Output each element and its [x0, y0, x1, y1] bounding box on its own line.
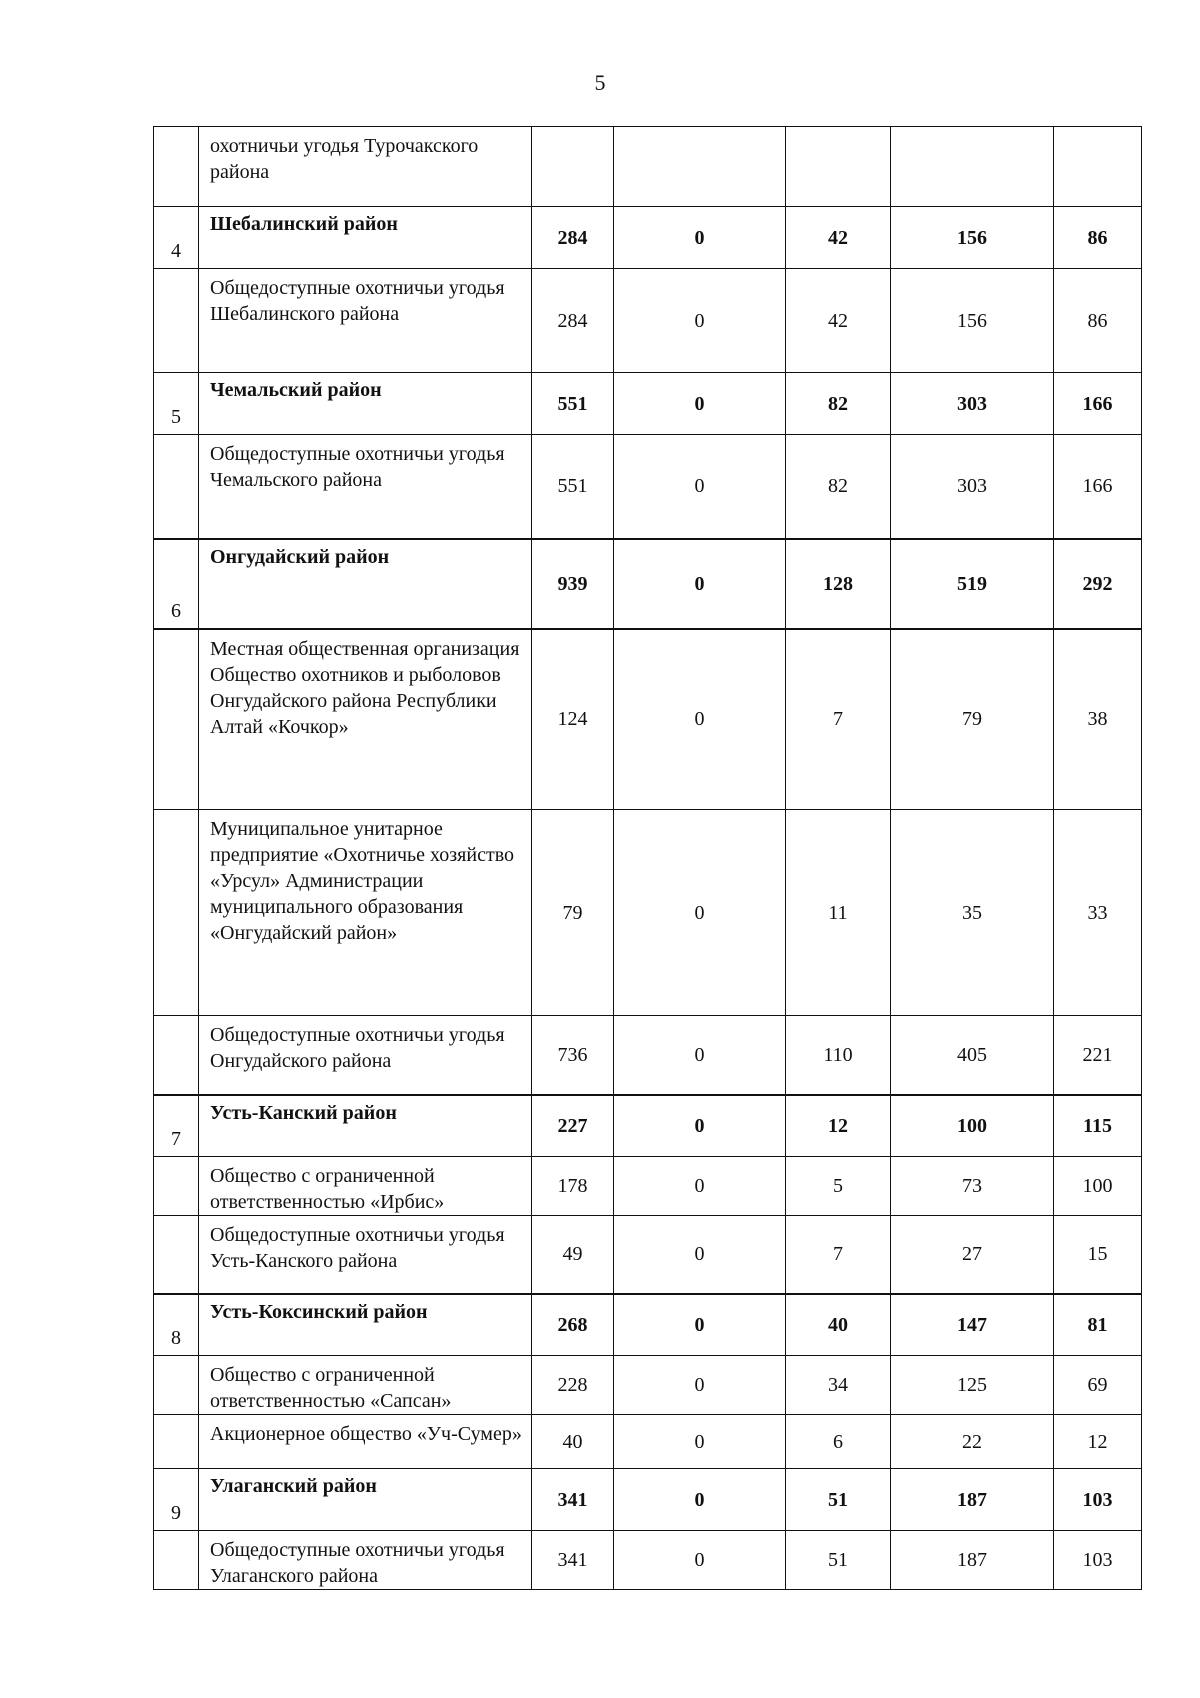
row-number	[154, 1157, 199, 1216]
hunting-grounds-table	[153, 126, 1142, 1590]
value-cell-col5: 103	[1054, 1531, 1142, 1590]
district-row	[154, 539, 1142, 629]
value-cell-col2: 0	[614, 1415, 786, 1469]
value-cell-col4: 156	[891, 207, 1054, 269]
district-name: Онгудайский район	[199, 539, 532, 629]
value-cell-col1: 178	[532, 1157, 614, 1216]
table-row	[154, 629, 1142, 810]
value-cell-col1: 79	[532, 810, 614, 1016]
table-row	[154, 1216, 1142, 1294]
value-cell-col4: 73	[891, 1157, 1054, 1216]
value-cell-col4: 100	[891, 1095, 1054, 1157]
value-cell-col5: 38	[1054, 629, 1142, 810]
value-cell-col3: 11	[786, 810, 891, 1016]
district-name: Усть-Канский район	[199, 1095, 532, 1157]
value-cell-col2: 0	[614, 207, 786, 269]
row-number	[154, 629, 199, 810]
district-row	[154, 207, 1142, 269]
table-row	[154, 127, 1142, 207]
value-cell-col5: 69	[1054, 1356, 1142, 1415]
district-name: Чемальский район	[199, 373, 532, 435]
value-cell-col1: 551	[532, 373, 614, 435]
organization-name: Местная общественная организация Общество охотников и рыболовов Онгудайского района Республики Алтай «Кочкор»	[199, 629, 532, 810]
page-number: 5	[594, 70, 606, 95]
row-number	[154, 1216, 199, 1294]
value-cell-col4: 147	[891, 1294, 1054, 1356]
organization-name: Общедоступные охотничьи угодья Онгудайского района	[199, 1016, 532, 1095]
value-cell-col3: 51	[786, 1469, 891, 1531]
row-number	[154, 435, 199, 539]
value-cell-col2: 0	[614, 629, 786, 810]
row-number: 9	[154, 1469, 199, 1531]
value-cell-col5: 81	[1054, 1294, 1142, 1356]
row-number	[154, 127, 199, 207]
value-cell-col1: 40	[532, 1415, 614, 1469]
organization-name: Общество с ограниченной ответственностью «Сапсан»	[199, 1356, 532, 1415]
value-cell-col2: 0	[614, 373, 786, 435]
organization-name: Муниципальное унитарное предприятие «Охотничье хозяйство «Урсул» Администрации муниципального образования «Онгудайский район»	[199, 810, 532, 1016]
value-cell-col4: 187	[891, 1531, 1054, 1590]
organization-name: Общедоступные охотничьи угодья Шебалинского района	[199, 269, 532, 373]
value-cell-col4: 156	[891, 269, 1054, 373]
district-name: Усть-Коксинский район	[199, 1294, 532, 1356]
value-cell-col1: 939	[532, 539, 614, 629]
organization-name: охотничьи угодья Турочакского района	[199, 127, 532, 207]
value-cell-col3: 12	[786, 1095, 891, 1157]
district-row	[154, 1469, 1142, 1531]
value-cell-col5: 221	[1054, 1016, 1142, 1095]
value-cell-col1: 227	[532, 1095, 614, 1157]
value-cell-col2	[614, 127, 786, 207]
value-cell-col1: 284	[532, 269, 614, 373]
value-cell-col4: 187	[891, 1469, 1054, 1531]
value-cell-col2: 0	[614, 1469, 786, 1531]
value-cell-col1: 124	[532, 629, 614, 810]
value-cell-col3: 51	[786, 1531, 891, 1590]
table-row	[154, 1415, 1142, 1469]
value-cell-col3: 6	[786, 1415, 891, 1469]
organization-name: Общедоступные охотничьи угодья Улаганского района	[199, 1531, 532, 1590]
row-number	[154, 1531, 199, 1590]
value-cell-col2: 0	[614, 1216, 786, 1294]
value-cell-col2: 0	[614, 1157, 786, 1216]
value-cell-col4: 519	[891, 539, 1054, 629]
value-cell-col1: 49	[532, 1216, 614, 1294]
value-cell-col2: 0	[614, 1095, 786, 1157]
row-number: 7	[154, 1095, 199, 1157]
row-number: 4	[154, 207, 199, 269]
value-cell-col4: 22	[891, 1415, 1054, 1469]
value-cell-col3: 40	[786, 1294, 891, 1356]
row-number	[154, 1415, 199, 1469]
value-cell-col3: 7	[786, 1216, 891, 1294]
row-number: 6	[154, 539, 199, 629]
district-row	[154, 1294, 1142, 1356]
organization-name: Акционерное общество «Уч-Сумер»	[199, 1415, 532, 1469]
table-row	[154, 435, 1142, 539]
value-cell-col2: 0	[614, 269, 786, 373]
value-cell-col2: 0	[614, 1294, 786, 1356]
row-number	[154, 269, 199, 373]
value-cell-col5: 103	[1054, 1469, 1142, 1531]
value-cell-col1: 228	[532, 1356, 614, 1415]
value-cell-col1	[532, 127, 614, 207]
table-row	[154, 810, 1142, 1016]
value-cell-col1: 551	[532, 435, 614, 539]
value-cell-col4: 27	[891, 1216, 1054, 1294]
district-row	[154, 1095, 1142, 1157]
value-cell-col3: 82	[786, 435, 891, 539]
value-cell-col2: 0	[614, 1016, 786, 1095]
row-number	[154, 1016, 199, 1095]
value-cell-col3: 34	[786, 1356, 891, 1415]
row-number: 8	[154, 1294, 199, 1356]
value-cell-col1: 736	[532, 1016, 614, 1095]
row-number	[154, 810, 199, 1016]
value-cell-col3: 110	[786, 1016, 891, 1095]
table-row	[154, 1016, 1142, 1095]
organization-name: Общество с ограниченной ответственностью «Ирбис»	[199, 1157, 532, 1216]
table-row	[154, 1157, 1142, 1216]
value-cell-col5: 292	[1054, 539, 1142, 629]
value-cell-col5: 15	[1054, 1216, 1142, 1294]
value-cell-col5: 86	[1054, 269, 1142, 373]
value-cell-col1: 341	[532, 1469, 614, 1531]
value-cell-col5: 166	[1054, 435, 1142, 539]
value-cell-col5: 115	[1054, 1095, 1142, 1157]
organization-name: Общедоступные охотничьи угодья Чемальского района	[199, 435, 532, 539]
row-number: 5	[154, 373, 199, 435]
table-body	[154, 127, 1142, 1590]
value-cell-col3	[786, 127, 891, 207]
table-row	[154, 1356, 1142, 1415]
value-cell-col3: 7	[786, 629, 891, 810]
value-cell-col2: 0	[614, 1356, 786, 1415]
value-cell-col4: 35	[891, 810, 1054, 1016]
district-name: Улаганский район	[199, 1469, 532, 1531]
value-cell-col4: 79	[891, 629, 1054, 810]
table-row	[154, 1531, 1142, 1590]
value-cell-col4: 405	[891, 1016, 1054, 1095]
value-cell-col4: 303	[891, 435, 1054, 539]
value-cell-col2: 0	[614, 1531, 786, 1590]
value-cell-col5: 86	[1054, 207, 1142, 269]
value-cell-col2: 0	[614, 539, 786, 629]
value-cell-col4: 303	[891, 373, 1054, 435]
organization-name: Общедоступные охотничьи угодья Усть-Канского района	[199, 1216, 532, 1294]
table-row	[154, 269, 1142, 373]
value-cell-col1: 268	[532, 1294, 614, 1356]
value-cell-col1: 284	[532, 207, 614, 269]
value-cell-col1: 341	[532, 1531, 614, 1590]
value-cell-col3: 5	[786, 1157, 891, 1216]
value-cell-col5	[1054, 127, 1142, 207]
district-name: Шебалинский район	[199, 207, 532, 269]
value-cell-col3: 128	[786, 539, 891, 629]
value-cell-col4	[891, 127, 1054, 207]
district-row	[154, 373, 1142, 435]
value-cell-col5: 33	[1054, 810, 1142, 1016]
value-cell-col5: 100	[1054, 1157, 1142, 1216]
value-cell-col2: 0	[614, 435, 786, 539]
value-cell-col3: 42	[786, 269, 891, 373]
value-cell-col4: 125	[891, 1356, 1054, 1415]
value-cell-col2: 0	[614, 810, 786, 1016]
value-cell-col3: 82	[786, 373, 891, 435]
row-number	[154, 1356, 199, 1415]
value-cell-col3: 42	[786, 207, 891, 269]
value-cell-col5: 12	[1054, 1415, 1142, 1469]
value-cell-col5: 166	[1054, 373, 1142, 435]
